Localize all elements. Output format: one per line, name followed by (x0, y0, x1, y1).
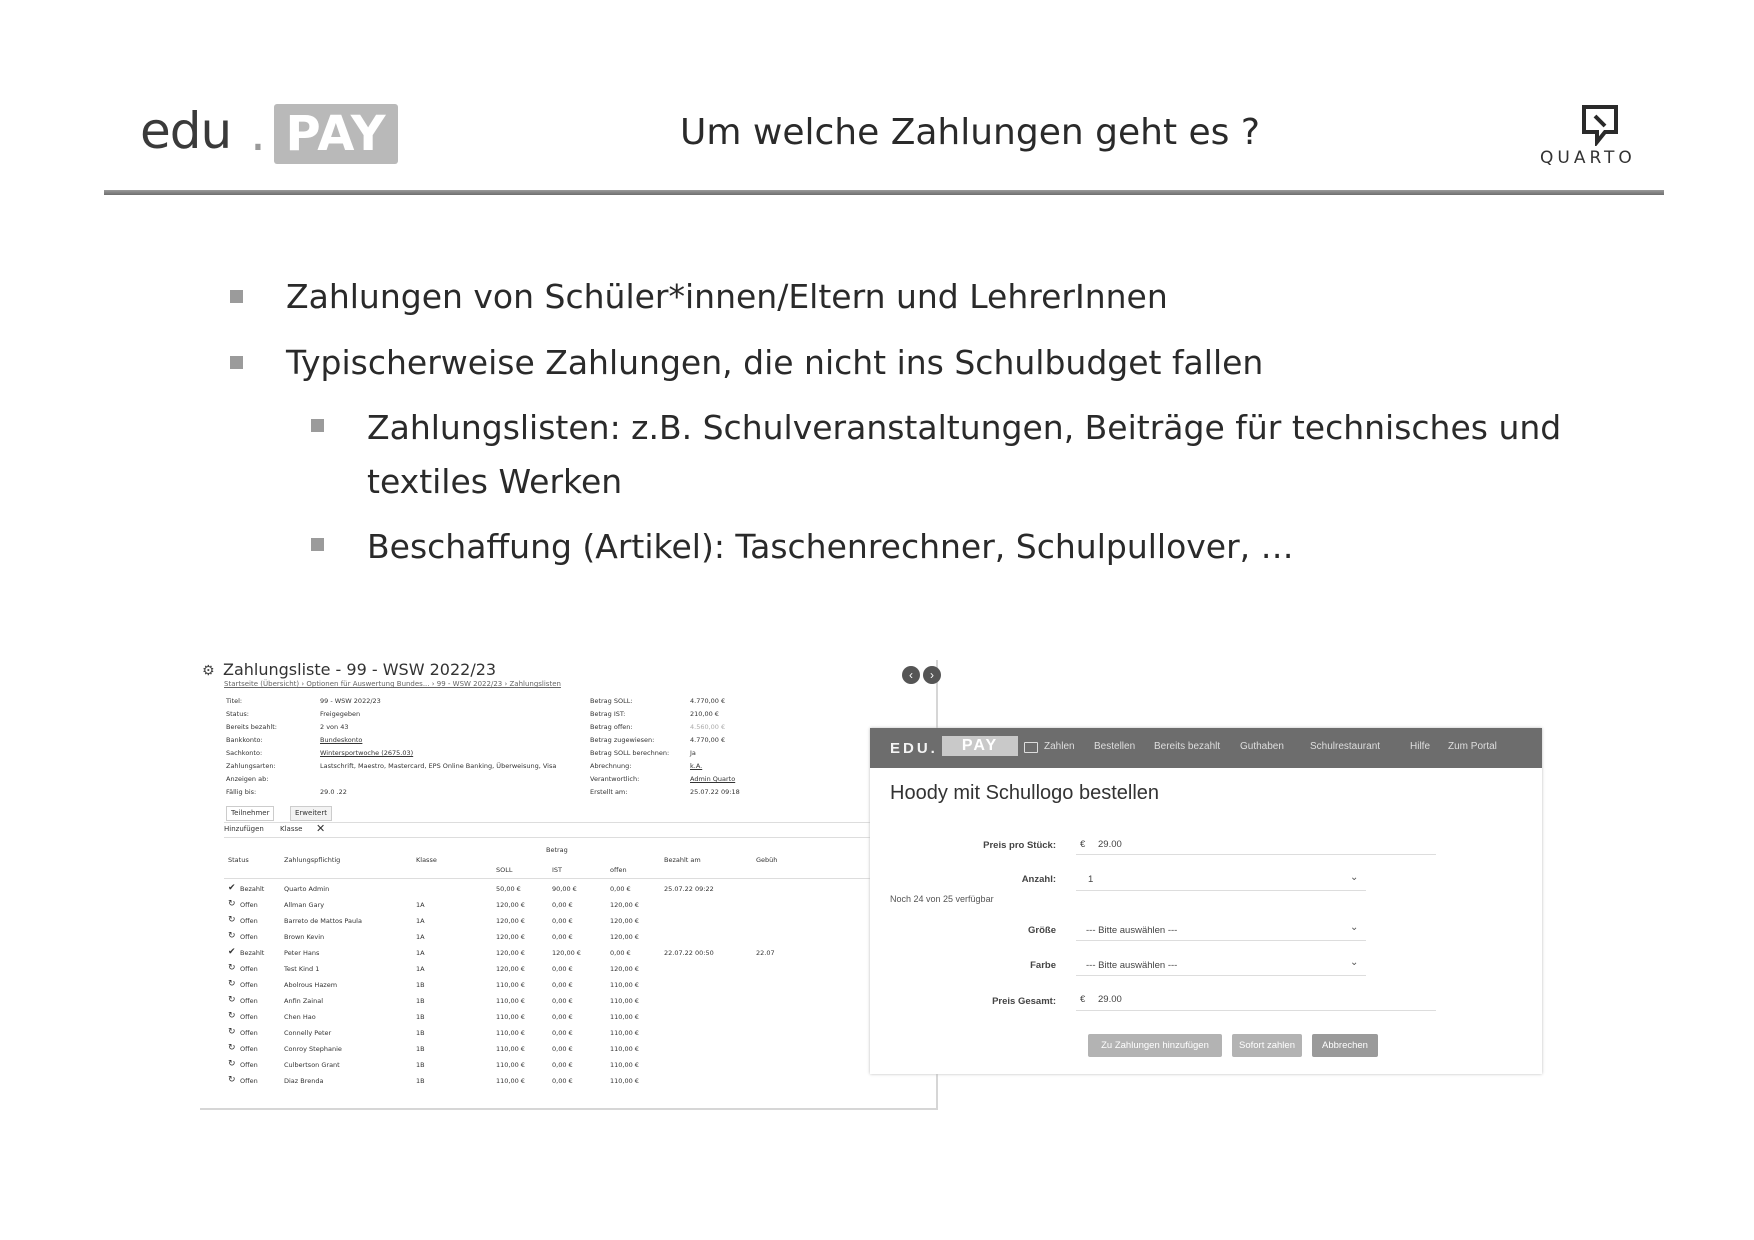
app-navbar (870, 728, 1542, 768)
table-row[interactable] (224, 914, 914, 930)
payer-name: Chen Hao (284, 1013, 316, 1021)
status-text: Offen (240, 1013, 258, 1021)
quarto-logo-text: QUARTO (1540, 148, 1636, 168)
payer-name: Conroy Stephanie (284, 1045, 342, 1053)
table-row[interactable] (224, 1042, 914, 1058)
table-row[interactable] (224, 946, 914, 962)
header-divider (104, 190, 1664, 195)
klasse: 1B (416, 1013, 425, 1021)
offen: 0,00 € (610, 885, 631, 893)
status-text: Bezahlt (240, 885, 265, 893)
column-header-status[interactable]: Status (228, 856, 249, 864)
info-label: Titel: (226, 697, 243, 705)
ist: 0,00 € (552, 1045, 573, 1053)
info-value: 2 von 43 (320, 723, 349, 731)
info-label: Anzeigen ab: (226, 775, 269, 783)
status-open-icon: ↻ (228, 899, 236, 909)
payer-name: Connelly Peter (284, 1029, 332, 1037)
field-underline (1076, 1010, 1436, 1011)
column-header-offen[interactable]: offen (610, 866, 627, 874)
column-header-bezahlt-am[interactable]: Bezahlt am (664, 856, 701, 864)
tab-erweitert[interactable]: Erweitert (290, 806, 332, 821)
payer-name: Anfin Zainal (284, 997, 323, 1005)
status-open-icon: ↻ (228, 915, 236, 925)
klasse: 1A (416, 949, 425, 957)
offen: 110,00 € (610, 1061, 639, 1069)
nav-hilfe[interactable]: Hilfe (1410, 741, 1431, 752)
info-value: 29.0 .22 (320, 788, 347, 796)
groesse-select[interactable]: --- Bitte auswählen --- (1086, 925, 1178, 936)
column-header-klasse[interactable]: Klasse (416, 856, 437, 864)
klasse: 1A (416, 917, 425, 925)
soll: 50,00 € (496, 885, 521, 893)
abrechnung-link[interactable]: k.A. (690, 762, 703, 770)
klasse: 1A (416, 933, 425, 941)
bezahlt-am: 22.07.22 00:50 (664, 949, 714, 957)
chevron-down-icon[interactable]: ⌄ (1350, 957, 1359, 968)
offen: 120,00 € (610, 965, 639, 973)
pay-now-button[interactable]: Sofort zahlen (1232, 1034, 1302, 1057)
info-value: Lastschrift, Maestro, Mastercard, EPS Online Banking, Überweisung, Visa (320, 762, 557, 770)
breadcrumb[interactable]: Startseite (Übersicht) › Optionen für Auswertung Bundes... › 99 - WSW 2022/23 › Zahlungslisten (224, 680, 561, 688)
status-text: Offen (240, 997, 258, 1005)
ist: 0,00 € (552, 1029, 573, 1037)
info-label: Zahlungsarten: (226, 762, 276, 770)
info-label: Abrechnung: (590, 762, 632, 770)
bullet-marker (230, 290, 243, 303)
soll: 120,00 € (496, 933, 525, 941)
ist: 0,00 € (552, 1061, 573, 1069)
page-title: Hoody mit Schullogo bestellen (890, 782, 1160, 804)
sub-bullet-item: Beschaffung (Artikel): Taschenrechner, Schulpullover, … (367, 527, 1294, 566)
ist: 0,00 € (552, 1013, 573, 1021)
column-header-gebuehr[interactable]: Gebüh (756, 856, 778, 864)
table-row[interactable] (224, 882, 914, 898)
payer-name: Diaz Brenda (284, 1077, 324, 1085)
klasse: 1B (416, 1061, 425, 1069)
sub-bullet-item: Zahlungslisten: z.B. Schulveranstaltungen, Beiträge für technisches und (367, 408, 1562, 447)
sub-bullet-marker (311, 419, 324, 432)
back-icon[interactable]: ‹ (902, 666, 920, 684)
offen: 110,00 € (610, 1077, 639, 1085)
klasse: 1B (416, 1077, 425, 1085)
ist: 90,00 € (552, 885, 577, 893)
klasse: 1B (416, 981, 425, 989)
sub-bullet-marker (311, 538, 324, 551)
anzahl-label: Anzahl: (1021, 874, 1056, 885)
navbar-logo-edu: EDU. (890, 740, 938, 757)
availability-note: Noch 24 von 25 verfügbar (890, 894, 994, 904)
gesamt-currency: € (1080, 994, 1086, 1005)
table-row[interactable] (224, 1074, 914, 1090)
status-text: Offen (240, 933, 258, 941)
farbe-label: Farbe (1030, 960, 1056, 971)
nav-schulrestaurant[interactable]: Schulrestaurant (1310, 741, 1381, 752)
offen: 120,00 € (610, 933, 639, 941)
gesamt-label: Preis Gesamt: (992, 996, 1056, 1007)
add-to-payments-button[interactable]: Zu Zahlungen hinzufügen (1088, 1034, 1222, 1057)
info-value: 25.07.22 09:18 (690, 788, 740, 796)
info-label: Betrag SOLL: (590, 697, 633, 705)
navbar-logo-pay: PAY (942, 736, 1018, 756)
quarto-logo-icon (1581, 104, 1619, 146)
class-filter-button[interactable]: Klasse (280, 825, 303, 833)
payer-name: Brown Kevin (284, 933, 325, 941)
field-underline (1076, 854, 1436, 855)
offen: 0,00 € (610, 949, 631, 957)
info-label: Erstellt am: (590, 788, 628, 796)
info-label: Bereits bezahlt: (226, 723, 277, 731)
info-value: Ja (690, 749, 696, 757)
verantwortlich-link[interactable]: Admin Quarto (690, 775, 736, 783)
status-paid-icon: ✔ (228, 883, 236, 893)
soll: 110,00 € (496, 1029, 525, 1037)
offen: 110,00 € (610, 997, 639, 1005)
klasse: 1A (416, 965, 425, 973)
info-value: 4.770,00 € (690, 697, 726, 705)
status-text: Bezahlt (240, 949, 265, 957)
status-open-icon: ↻ (228, 931, 236, 941)
anzahl-select[interactable]: 1 (1088, 874, 1094, 885)
forward-icon[interactable]: › (923, 666, 941, 684)
slide-title: Um welche Zahlungen geht es ? (680, 112, 1260, 153)
nav-guthaben[interactable]: Guthaben (1240, 741, 1284, 752)
table-row[interactable] (224, 1058, 914, 1074)
logo-edu-text: edu (140, 102, 232, 160)
nav-zahlen[interactable]: Zahlen (1044, 741, 1075, 752)
status-open-icon: ↻ (228, 1075, 236, 1085)
offen: 110,00 € (610, 1029, 639, 1037)
close-icon[interactable]: ✕ (316, 822, 326, 835)
offen: 120,00 € (610, 917, 639, 925)
info-label: Bankkonto: (226, 736, 263, 744)
payer-name: Culbertson Grant (284, 1061, 340, 1069)
soll: 110,00 € (496, 1013, 525, 1021)
soll: 120,00 € (496, 949, 525, 957)
ist: 0,00 € (552, 1077, 573, 1085)
zahlungsliste-screenshot (200, 660, 938, 1110)
info-value: 4.560,00 € (690, 723, 726, 731)
soll: 110,00 € (496, 981, 525, 989)
monitor-icon (1024, 742, 1038, 753)
logo-pay-badge: PAY (274, 104, 398, 164)
info-value: Freigegeben (320, 710, 361, 718)
status-open-icon: ↻ (228, 1027, 236, 1037)
ist: 0,00 € (552, 917, 573, 925)
status-open-icon: ↻ (228, 979, 236, 989)
info-label: Betrag offen: (590, 723, 633, 731)
sachkonto-link[interactable]: Wintersportwoche (2675.03) (320, 749, 414, 757)
table-toolbar (224, 822, 914, 838)
payer-name: Abolrous Hazem (284, 981, 338, 989)
field-underline (1076, 890, 1366, 891)
table-row[interactable] (224, 930, 914, 946)
chevron-down-icon[interactable]: ⌄ (1350, 922, 1359, 933)
ist: 0,00 € (552, 981, 573, 989)
status-open-icon: ↻ (228, 1059, 236, 1069)
nav-bestellen[interactable]: Bestellen (1094, 741, 1136, 752)
table-row[interactable] (224, 994, 914, 1010)
status-text: Offen (240, 1077, 258, 1085)
payer-name: Barreto de Mattos Paula (284, 917, 362, 925)
column-header-soll[interactable]: SOLL (496, 866, 513, 874)
offen: 110,00 € (610, 1013, 639, 1021)
bullet-item: Typischerweise Zahlungen, die nicht ins Schulbudget fallen (286, 343, 1264, 382)
offen: 110,00 € (610, 981, 639, 989)
add-button[interactable]: Hinzufügen (224, 825, 264, 833)
soll: 110,00 € (496, 997, 525, 1005)
info-label: Betrag zugewiesen: (590, 736, 655, 744)
table-row[interactable] (224, 898, 914, 914)
bezahlt-am: 25.07.22 09:22 (664, 885, 714, 893)
list-icon: ⚙ (202, 663, 215, 679)
payer-name: Allman Gary (284, 901, 325, 909)
offen: 110,00 € (610, 1045, 639, 1053)
offen: 120,00 € (610, 901, 639, 909)
soll: 120,00 € (496, 901, 525, 909)
soll: 110,00 € (496, 1061, 525, 1069)
klasse: 1A (416, 901, 425, 909)
klasse: 1B (416, 1045, 425, 1053)
bullet-item: Zahlungen von Schüler*innen/Eltern und LehrerInnen (286, 277, 1168, 316)
soll: 120,00 € (496, 965, 525, 973)
info-value: 99 - WSW 2022/23 (320, 697, 381, 705)
preis-currency: € (1080, 839, 1086, 850)
info-label: Fällig bis: (226, 788, 257, 796)
nav-bereits-bezahlt[interactable]: Bereits bezahlt (1154, 741, 1221, 752)
gebuehr: 22.07 (756, 949, 775, 957)
ist: 120,00 € (552, 949, 581, 957)
column-header-payer[interactable]: Zahlungspflichtig (284, 856, 341, 864)
payer-name: Test Kind 1 (284, 965, 320, 973)
info-label: Sachkonto: (226, 749, 263, 757)
payer-name: Quarto Admin (284, 885, 330, 893)
header-divider (224, 878, 914, 879)
groesse-label: Größe (1028, 925, 1056, 936)
status-text: Offen (240, 1045, 258, 1053)
status-text: Offen (240, 917, 258, 925)
status-open-icon: ↻ (228, 963, 236, 973)
status-paid-icon: ✔ (228, 947, 236, 957)
panel-edge (200, 1108, 938, 1110)
tab-teilnehmer[interactable]: Teilnehmer (226, 806, 274, 821)
info-label: Betrag IST: (590, 710, 626, 718)
payer-name: Peter Hans (284, 949, 320, 957)
table-row[interactable] (224, 1026, 914, 1042)
column-header-ist[interactable]: IST (552, 866, 563, 874)
status-text: Offen (240, 965, 258, 973)
cancel-button[interactable]: Abbrechen (1312, 1034, 1378, 1057)
soll: 110,00 € (496, 1077, 525, 1085)
field-underline (1076, 940, 1366, 941)
zahlungsliste-title: Zahlungsliste - 99 - WSW 2022/23 (223, 660, 497, 679)
status-open-icon: ↻ (228, 1011, 236, 1021)
status-open-icon: ↻ (228, 1043, 236, 1053)
ist: 0,00 € (552, 997, 573, 1005)
status-open-icon: ↻ (228, 995, 236, 1005)
field-underline (1076, 975, 1366, 976)
table-row[interactable] (224, 962, 914, 978)
ist: 0,00 € (552, 965, 573, 973)
table-row[interactable] (224, 1010, 914, 1026)
logo-dot: . (250, 104, 266, 162)
order-form-screenshot (870, 728, 1542, 1074)
info-label: Status: (226, 710, 249, 718)
ist: 0,00 € (552, 901, 573, 909)
nav-zum-portal[interactable]: Zum Portal (1448, 741, 1497, 752)
farbe-select[interactable]: --- Bitte auswählen --- (1086, 960, 1178, 971)
preis-value: 29.00 (1098, 839, 1122, 850)
status-text: Offen (240, 901, 258, 909)
table-row[interactable] (224, 978, 914, 994)
soll: 110,00 € (496, 1045, 525, 1053)
info-value: 210,00 € (690, 710, 719, 718)
gesamt-value: 29.00 (1098, 994, 1122, 1005)
status-text: Offen (240, 1029, 258, 1037)
bullet-marker (230, 356, 243, 369)
bankkonto-link[interactable]: Bundeskonto (320, 736, 363, 744)
klasse: 1B (416, 1029, 425, 1037)
info-label: Betrag SOLL berechnen: (590, 749, 670, 757)
info-label: Verantwortlich: (590, 775, 640, 783)
status-text: Offen (240, 981, 258, 989)
column-header-betrag: Betrag (546, 846, 568, 854)
preis-label: Preis pro Stück: (983, 840, 1056, 851)
sub-bullet-item-continuation: textiles Werken (367, 462, 623, 501)
soll: 120,00 € (496, 917, 525, 925)
chevron-down-icon[interactable]: ⌄ (1350, 872, 1359, 883)
info-value: 4.770,00 € (690, 736, 726, 744)
klasse: 1B (416, 997, 425, 1005)
status-text: Offen (240, 1061, 258, 1069)
ist: 0,00 € (552, 933, 573, 941)
